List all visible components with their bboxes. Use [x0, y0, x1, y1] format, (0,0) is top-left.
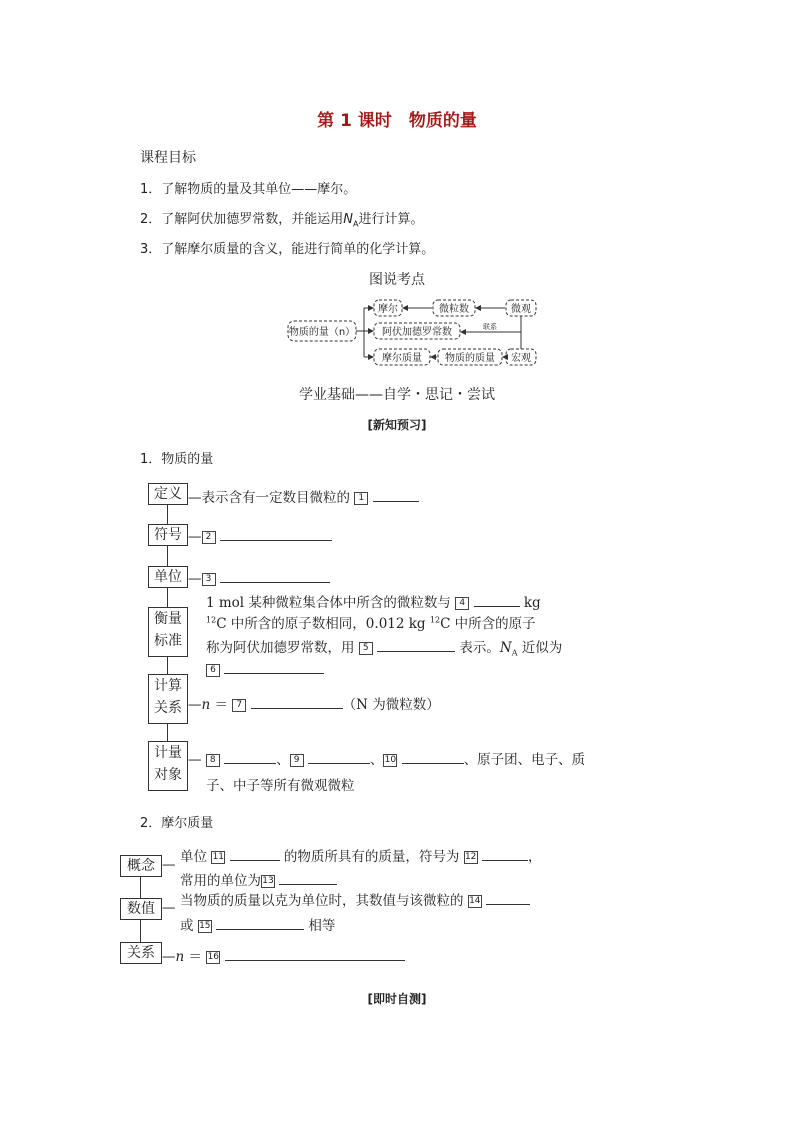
- label-measure-object: [148, 741, 188, 791]
- unit-dash: —: [188, 571, 202, 587]
- blank-6[interactable]: [224, 661, 324, 674]
- selftest-tag: [即时自测]: [367, 992, 427, 1006]
- connector: [167, 657, 168, 674]
- isotope-sup: 12: [429, 615, 441, 625]
- objective-item-2-text: 2．了解阿伏加德罗常数，并能运用: [140, 212, 344, 227]
- object-sep: 、: [276, 752, 290, 768]
- blank-number: 9: [290, 754, 304, 767]
- node-macro-label: 宏观: [511, 353, 531, 364]
- relation-n: n: [175, 949, 185, 965]
- blank-2[interactable]: [220, 528, 332, 541]
- value-text-2a: 或: [180, 918, 194, 934]
- label-object-2: 对象: [154, 767, 182, 783]
- connector: [167, 546, 168, 566]
- label-measure-2: 标准: [154, 633, 182, 649]
- blank-8[interactable]: [224, 751, 276, 764]
- blank-5[interactable]: [377, 639, 455, 652]
- blank-16[interactable]: [225, 948, 405, 961]
- relation-dash: —: [162, 949, 176, 965]
- blank-number: 6: [206, 664, 220, 677]
- object-tail: 、原子团、电子、质: [463, 752, 586, 768]
- na-symbol: N: [499, 640, 512, 656]
- calc-note: （N 为微粒数）: [342, 697, 440, 713]
- measure-text-1: 1 mol 某种微粒集合体中所含的微粒数与: [206, 595, 451, 611]
- relation-eq: ＝: [184, 949, 207, 965]
- row-relation: [162, 945, 405, 965]
- row-value-2: [180, 914, 335, 934]
- sec2-heading: 2．摩尔质量: [140, 816, 214, 831]
- blank-number: 12: [464, 852, 477, 862]
- measure-text-2a: C 中所含的原子数相同，0.012 kg: [216, 616, 426, 632]
- concept-comma: ，: [527, 849, 542, 865]
- label-value: 数值: [120, 898, 162, 920]
- blank-3[interactable]: [220, 570, 330, 583]
- row-concept-2: [180, 869, 337, 889]
- node-avogadro-label: 阿伏加德罗常数: [382, 327, 452, 338]
- measure-unit: kg: [523, 595, 541, 611]
- row-measure-3: [206, 636, 562, 658]
- sec1-heading: 1．物质的量: [140, 452, 214, 467]
- objective-item-2: [140, 208, 424, 229]
- node-molar-mass-label: 摩尔质量: [382, 353, 422, 364]
- blank-number: 11: [212, 852, 225, 862]
- row-measure-2: [206, 612, 536, 632]
- row-object-2: 子、中子等所有微观微粒: [206, 778, 355, 794]
- calc-dash: —: [188, 697, 202, 713]
- connector: [140, 877, 141, 898]
- calc-n: n: [201, 697, 211, 713]
- row-unit: [188, 570, 330, 587]
- row-concept-1: [180, 845, 541, 865]
- label-calc-relation: [148, 674, 188, 724]
- diagram-heading: 图说考点: [369, 272, 425, 288]
- label-definition: 定义: [148, 483, 188, 505]
- value-text-2b: 相等: [308, 918, 336, 934]
- row-object-1: [188, 748, 585, 768]
- value-text-1: 当物质的质量以克为单位时，其数值与该微粒的: [180, 893, 464, 909]
- label-object-1: 计量: [154, 745, 182, 761]
- measure-text-3b: 表示。: [459, 640, 500, 656]
- blank-11[interactable]: [230, 848, 280, 861]
- blank-number: 1: [354, 492, 368, 505]
- object-sep: 、: [369, 752, 384, 768]
- concept-text-1a: 单位: [180, 849, 207, 865]
- label-symbol: 符号: [148, 524, 188, 546]
- link-label: 联系: [483, 323, 497, 331]
- label-measure-1: 衡量: [154, 611, 182, 627]
- node-mole-label: 摩尔: [378, 304, 398, 315]
- label-unit: 单位: [148, 566, 188, 588]
- blank-number: 8: [206, 754, 220, 767]
- blank-1[interactable]: [373, 489, 419, 502]
- blank-number: 3: [202, 573, 216, 586]
- blank-14[interactable]: [486, 892, 530, 905]
- blank-number: 13: [262, 876, 274, 886]
- connector: [167, 505, 168, 524]
- blank-number: 16: [207, 952, 220, 962]
- blank-number: 10: [384, 755, 397, 765]
- concept-dash: —: [162, 857, 176, 873]
- blank-13[interactable]: [279, 872, 337, 885]
- symbol-dash: —: [188, 529, 202, 545]
- na-subscript: A: [353, 219, 359, 229]
- measure-text-3a: 称为阿伏加德罗常数，用: [206, 640, 355, 656]
- blank-number: 15: [199, 921, 211, 931]
- row-symbol: [188, 528, 332, 545]
- row-measure-1: [206, 591, 541, 611]
- node-center-label: 物质的量（n）: [288, 327, 356, 338]
- blank-12[interactable]: [482, 848, 528, 861]
- measure-text-3c: 近似为: [521, 640, 563, 656]
- blank-number: 2: [202, 531, 216, 544]
- concept-diagram: [280, 292, 550, 372]
- blank-number: 14: [469, 896, 481, 906]
- isotope-sup: 12: [206, 615, 217, 625]
- objective-item-2-tail: 进行计算。: [358, 212, 424, 227]
- label-calc-2: 关系: [154, 700, 182, 716]
- blank-number: 4: [455, 597, 469, 610]
- page-title: 第 1 课时 物质的量: [317, 111, 477, 131]
- label-calc-1: 计算: [154, 678, 182, 694]
- blank-4[interactable]: [474, 594, 520, 607]
- blank-number: 5: [359, 642, 373, 655]
- label-measure-standard: [148, 607, 188, 657]
- concept-text-2: 常用的单位为: [180, 873, 261, 889]
- objective-item-1: 1．了解物质的量及其单位——摩尔。: [140, 182, 357, 197]
- node-micro-label: 微观: [511, 304, 531, 315]
- node-substance-mass-label: 物质的质量: [445, 353, 495, 364]
- connector: [140, 920, 141, 942]
- row-definition: [188, 486, 419, 506]
- row-value-1: [180, 889, 530, 909]
- na-symbol: N: [343, 212, 354, 227]
- section-line: 学业基础——自学・思记・尝试: [299, 387, 495, 403]
- calc-eq: ＝: [210, 697, 233, 713]
- blank-15[interactable]: [216, 917, 304, 930]
- blank-number: 7: [232, 699, 246, 712]
- preview-tag: [新知预习]: [367, 418, 427, 432]
- na-subscript: A: [511, 648, 518, 658]
- objectives-heading: 课程目标: [140, 150, 196, 166]
- label-relation: 关系: [120, 942, 162, 964]
- row-measure-4: [206, 661, 324, 678]
- blank-7[interactable]: [251, 696, 343, 709]
- node-particle-count-label: 微粒数: [439, 304, 469, 315]
- connector: [167, 588, 168, 607]
- blank-10[interactable]: [402, 751, 464, 764]
- measure-text-2b: C 中所含的原子: [440, 616, 536, 632]
- concept-text-1b: 的物质所具有的质量，符号为: [283, 849, 460, 865]
- objective-item-3: 3．了解摩尔质量的含义，能进行简单的化学计算。: [140, 242, 435, 257]
- value-dash: —: [162, 900, 176, 916]
- connector: [167, 724, 168, 741]
- blank-9[interactable]: [308, 751, 370, 764]
- row-calc: [188, 693, 440, 713]
- definition-text: —表示含有一定数目微粒的: [188, 490, 350, 506]
- label-concept: 概念: [120, 855, 162, 877]
- object-dash: —: [188, 752, 202, 768]
